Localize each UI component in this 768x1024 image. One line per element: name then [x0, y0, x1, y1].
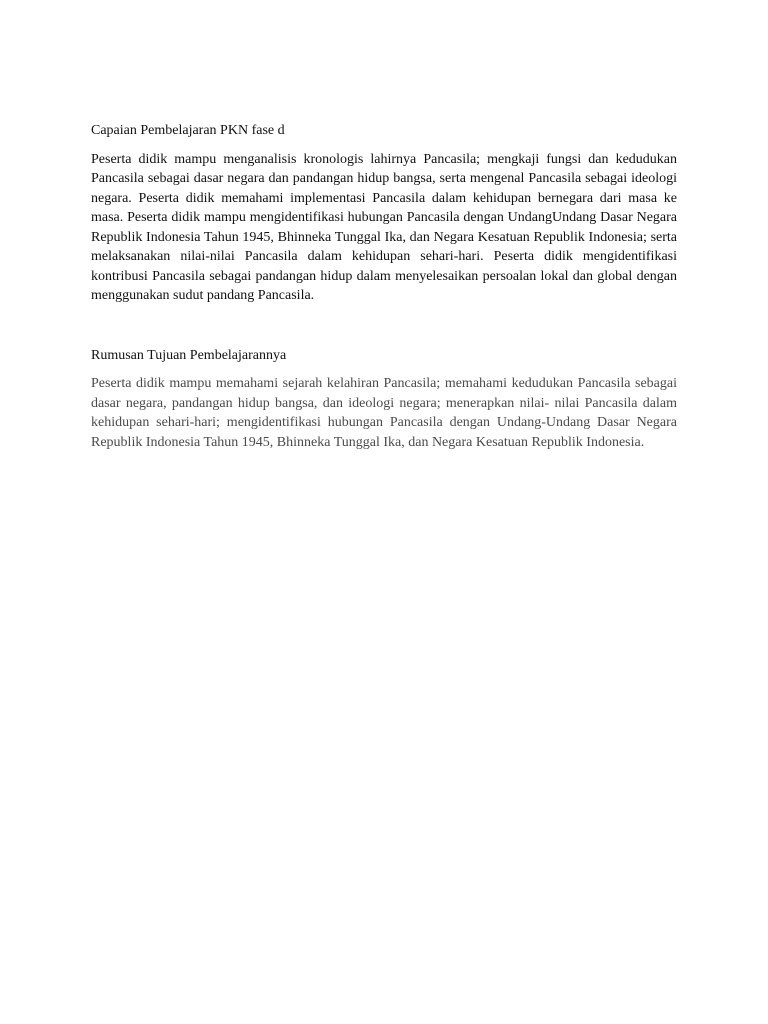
- document-content: [91, 121, 677, 452]
- section-tujuan: [91, 346, 677, 453]
- section-heading-capaian: Capaian Pembelajaran PKN fase d: [91, 123, 285, 138]
- section-body-tujuan: Peserta didik mampu memahami sejarah kelahiran Pancasila; memahami kedudukan Pancasila sebagai dasar negara, pandangan hidup bangsa, dan ideologi negara; menerapkan nilai- nilai Pancasila dalam kehidupan sehari-hari; mengidentifikasi hubungan Pancasila dengan Undang-Undang Dasar Negara Republik Indonesia Tahun 1945, Bhinneka Tunggal Ika, dan Negara Kesatuan Republik Indonesia.: [91, 376, 677, 450]
- section-body-capaian: Peserta didik mampu menganalisis kronologis lahirnya Pancasila; mengkaji fungsi dan kedudukan Pancasila sebagai dasar negara dan pandangan hidup bangsa, serta mengenal Pancasila sebagai ideologi negara. Peserta didik memahami implementasi Pancasila dalam kehidupan bernegara dari masa ke masa. Peserta didik mampu mengidentifikasi hubungan Pancasila dengan UndangUndang Dasar Negara Republik Indonesia Tahun 1945, Bhinneka Tunggal Ika, dan Negara Kesatuan Republik Indonesia; serta melaksanakan nilai-nilai Pancasila dalam kehidupan sehari-hari. Peserta didik mengidentifikasi kontribusi Pancasila sebagai pandangan hidup dalam menyelesaikan persoalan lokal dan global dengan menggunakan sudut pandang Pancasila.: [91, 151, 677, 303]
- section-capaian: [91, 121, 677, 306]
- section-heading-tujuan: Rumusan Tujuan Pembelajarannya: [91, 347, 287, 363]
